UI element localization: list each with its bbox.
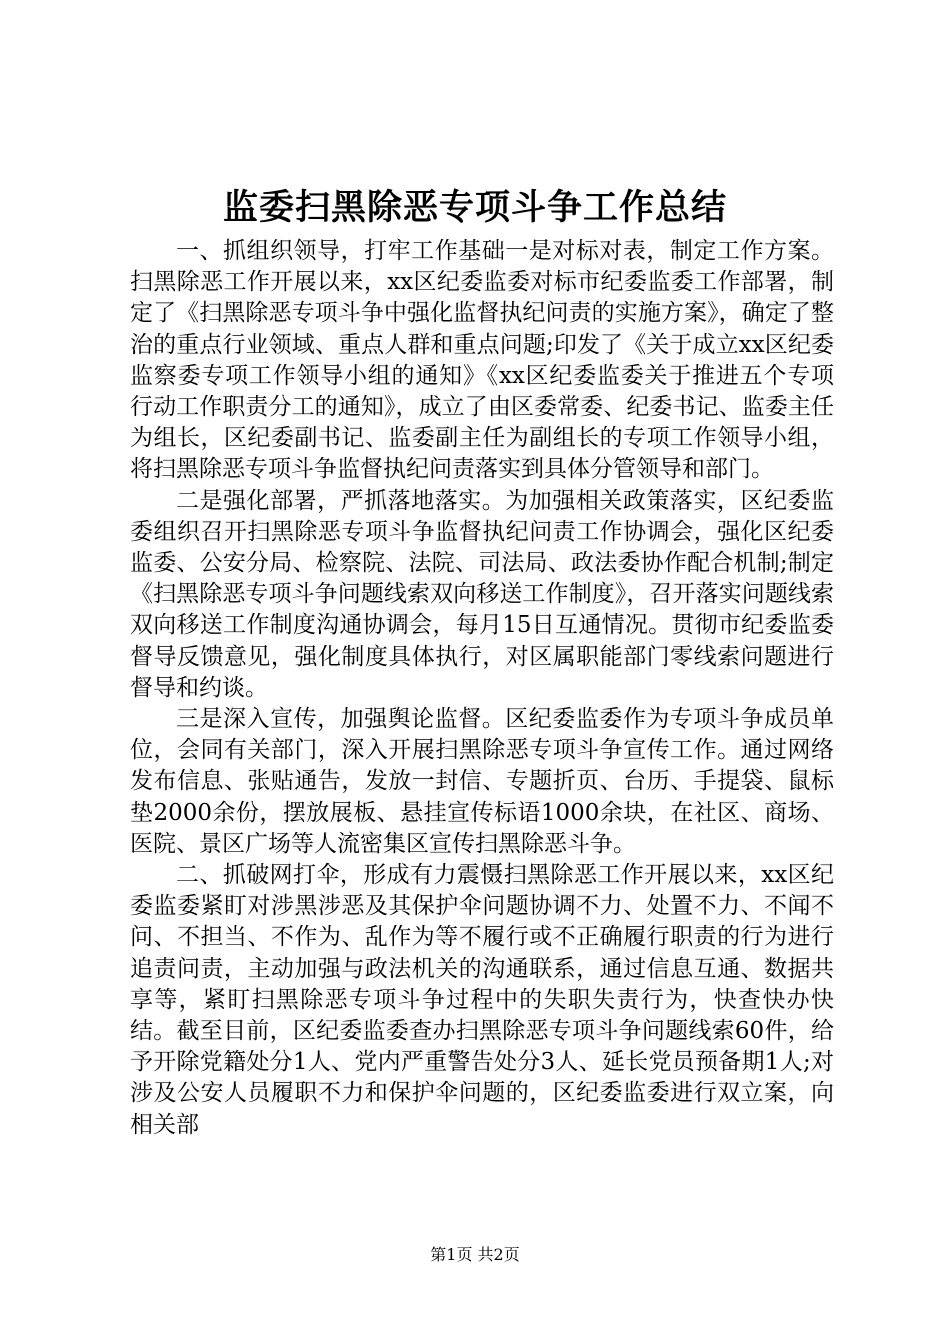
paragraph-4: 二、抓破网打伞，形成有力震慑扫黑除恶工作开展以来，xx区纪委监委紧盯对涉黑涉恶及其保护伞问题协调不力、处置不力、不闻不问、不担当、不作为、乱作为等不履行或不正确履行职责的行为进行追责问责，主动加强与政法机关的沟通联系，通过信息互通、数据共享等，紧盯扫黑除恶专项斗争过程中的失职失责行为，快查快办快结。截至目前，区纪委监委查办扫黑除恶专项斗争问题线索60件，给予开除党籍处分1人、党内严重警告处分3人、延长党员预备期1人;对涉及公安人员履职不力和保护伞问题的，区纪委监委进行双立案，向相关部 [130,862,834,1138]
page-number: 第1页 共2页 [430,1245,520,1264]
document-body [130,236,834,1141]
paragraph-1: 一、抓组织领导，打牢工作基础一是对标对表，制定工作方案。扫黑除恶工作开展以来，xx区纪委监委对标市纪委监委工作部署，制定了《扫黑除恶专项斗争中强化监督执纪问责的实施方案》，确定了整治的重点行业领域、重点人群和重点问题;印发了《关于成立xx区纪委监察委专项工作领导小组的通知》《xx区纪委监委关于推进五个专项行动工作职责分工的通知》，成立了由区委常委、纪委书记、监委主任为组长，区纪委副书记、监委副主任为副组长的专项工作领导小组，将扫黑除恶专项斗争监督执纪问责落实到具体分管领导和部门。 [130,238,834,483]
paragraph-2: 二是强化部署，严抓落地落实。为加强相关政策落实，区纪委监委组织召开扫黑除恶专项斗争监督执纪问责工作协调会，强化区纪委监委、公安分局、检察院、法院、司法局、政法委协作配合机制;制定《扫黑除恶专项斗争问题线索双向移送工作制度》，召开落实问题线索双向移送工作制度沟通协调会，每月15日互通情况。贯彻市纪委监委督导反馈意见，强化制度具体执行，对区属职能部门零线索问题进行督导和约谈。 [130,487,834,701]
paragraph-3: 三是深入宣传，加强舆论监督。区纪委监委作为专项斗争成员单位，会同有关部门，深入开展扫黑除恶专项斗争宣传工作。通过网络发布信息、张贴通告，发放一封信、专题折页、台历、手提袋、鼠标垫2000余份，摆放展板、悬挂宣传标语1000余块，在社区、商场、医院、景区广场等人流密集区宣传扫黑除恶斗争。 [130,706,834,857]
document-title: 监委扫黑除恶专项斗争工作总结 [222,187,727,228]
